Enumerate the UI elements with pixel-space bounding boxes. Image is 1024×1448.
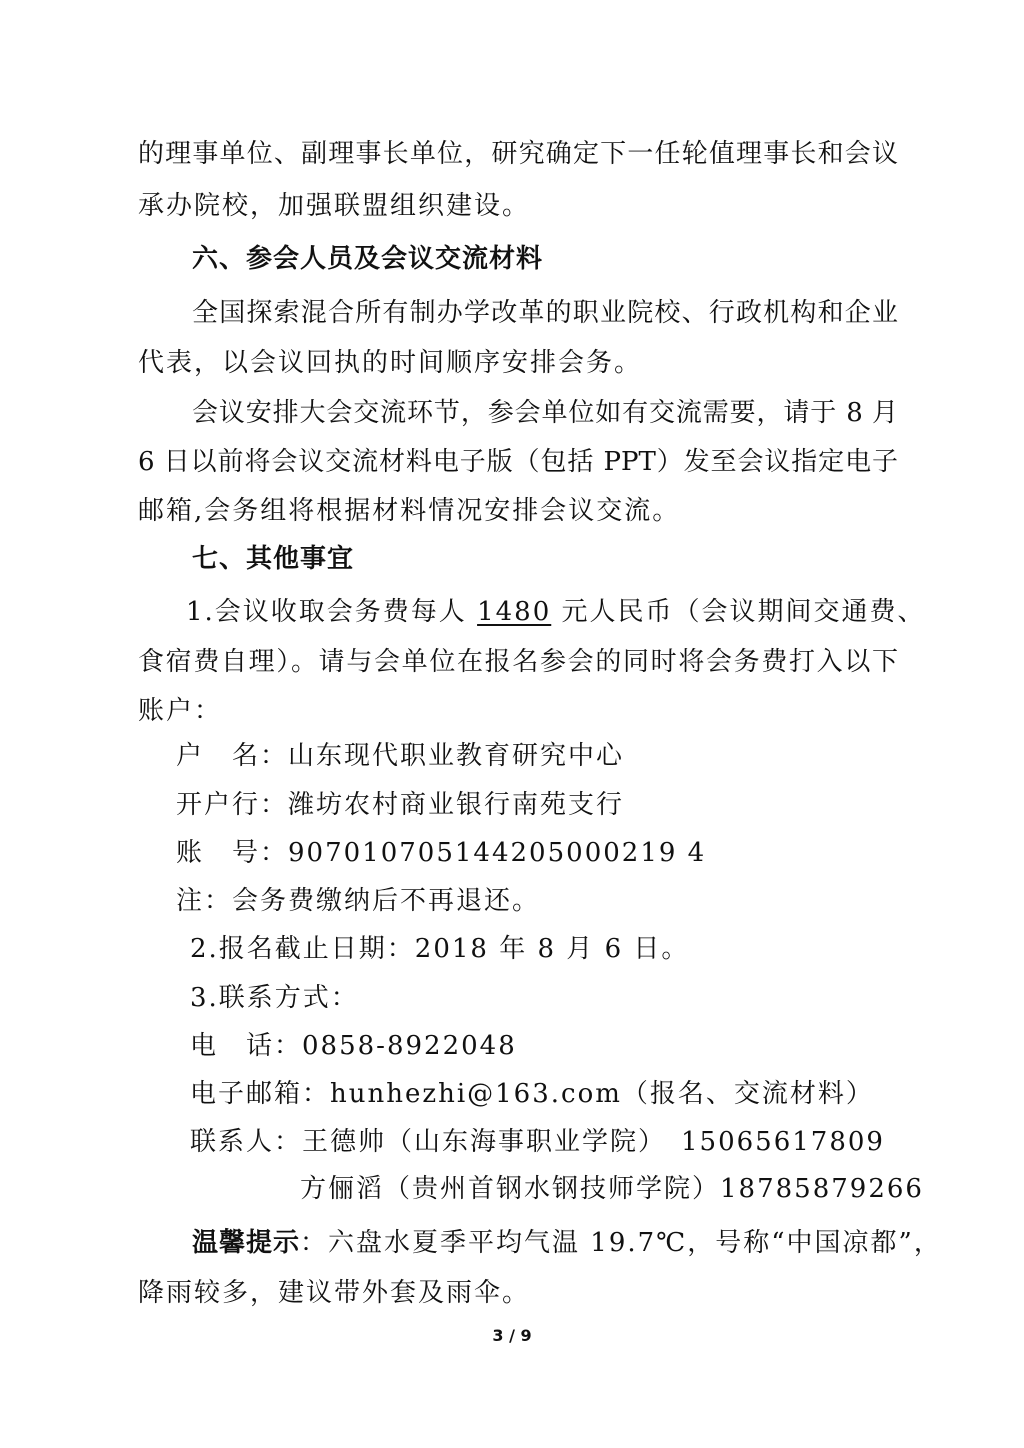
bank-label: 开户行： <box>176 790 289 820</box>
email-row <box>190 1077 950 1111</box>
contact-label: 联系人： <box>190 1127 303 1157</box>
tip-text: ：六盘水夏季平均气温 19.7℃，号称“中国凉都”， <box>300 1228 942 1258</box>
phone-value: 0858-8922048 <box>302 1031 517 1061</box>
bank-value: 潍坊农村商业银行南苑支行 <box>288 790 625 820</box>
contact-person-2: 方俪滔（贵州首钢水钢技师学院）18785879266 <box>300 1174 924 1204</box>
contact-row-1 <box>190 1125 950 1159</box>
bank-row <box>176 788 936 822</box>
refund-note: 注：会务费缴纳后不再退还。 <box>176 886 541 916</box>
paragraph-line: 降雨较多，建议带外套及雨伞。 <box>138 1278 531 1308</box>
account-number-label: 账 号： <box>176 838 289 868</box>
paragraph-line: 会议安排大会交流环节，参会单位如有交流需要，请于 8 月 <box>192 398 898 428</box>
phone-row <box>190 1029 950 1063</box>
fee-amount: 1480 <box>477 597 552 627</box>
paragraph-line: 6 日以前将会议交流材料电子版（包括 PPT）发至会议指定电子 <box>138 447 898 477</box>
paragraph-line: 代表，以会议回执的时间顺序安排会务。 <box>138 348 643 378</box>
account-name-value: 山东现代职业教育研究中心 <box>288 741 625 771</box>
paragraph-line: 邮箱,会务组将根据材料情况安排会议交流。 <box>138 496 681 526</box>
contact-person-1: 王德帅（山东海事职业学院） 15065617809 <box>302 1127 885 1157</box>
paragraph-line: 全国探索混合所有制办学改革的职业院校、行政机构和企业 <box>192 298 898 328</box>
email-label: 电子邮箱： <box>190 1079 331 1109</box>
deadline-line: 2.报名截止日期：2018 年 8 月 6 日。 <box>190 934 690 964</box>
tip-line <box>192 1226 942 1260</box>
section-heading-7: 七、其他事宜 <box>192 544 355 574</box>
account-name-row <box>176 739 936 773</box>
account-number-value: 907010705144205000219 4 <box>288 838 707 868</box>
contact-heading: 3.联系方式： <box>190 983 359 1013</box>
paragraph-line: 食宿费自理）。请与会单位在报名参会的同时将会务费打入以下 <box>138 647 898 677</box>
account-number-row <box>176 836 936 870</box>
page-number: 3 / 9 <box>492 1326 532 1345</box>
paragraph-line: 账户： <box>138 696 223 726</box>
section-heading-6: 六、参会人员及会议交流材料 <box>192 244 544 274</box>
fee-suffix: 元人民币（会议期间交通费、 <box>551 597 926 627</box>
email-value: hunhezhi@163.com（报名、交流材料） <box>330 1079 874 1109</box>
phone-label: 电 话： <box>190 1031 303 1061</box>
account-name-label: 户 名： <box>176 741 289 771</box>
fee-prefix: 1.会议收取会务费每人 <box>186 597 478 627</box>
paragraph-line: 承办院校，加强联盟组织建设。 <box>138 191 531 221</box>
paragraph-line: 的理事单位、副理事长单位，研究确定下一任轮值理事长和会议 <box>138 139 898 169</box>
fee-line <box>186 595 926 629</box>
tip-label: 温馨提示 <box>192 1228 301 1258</box>
